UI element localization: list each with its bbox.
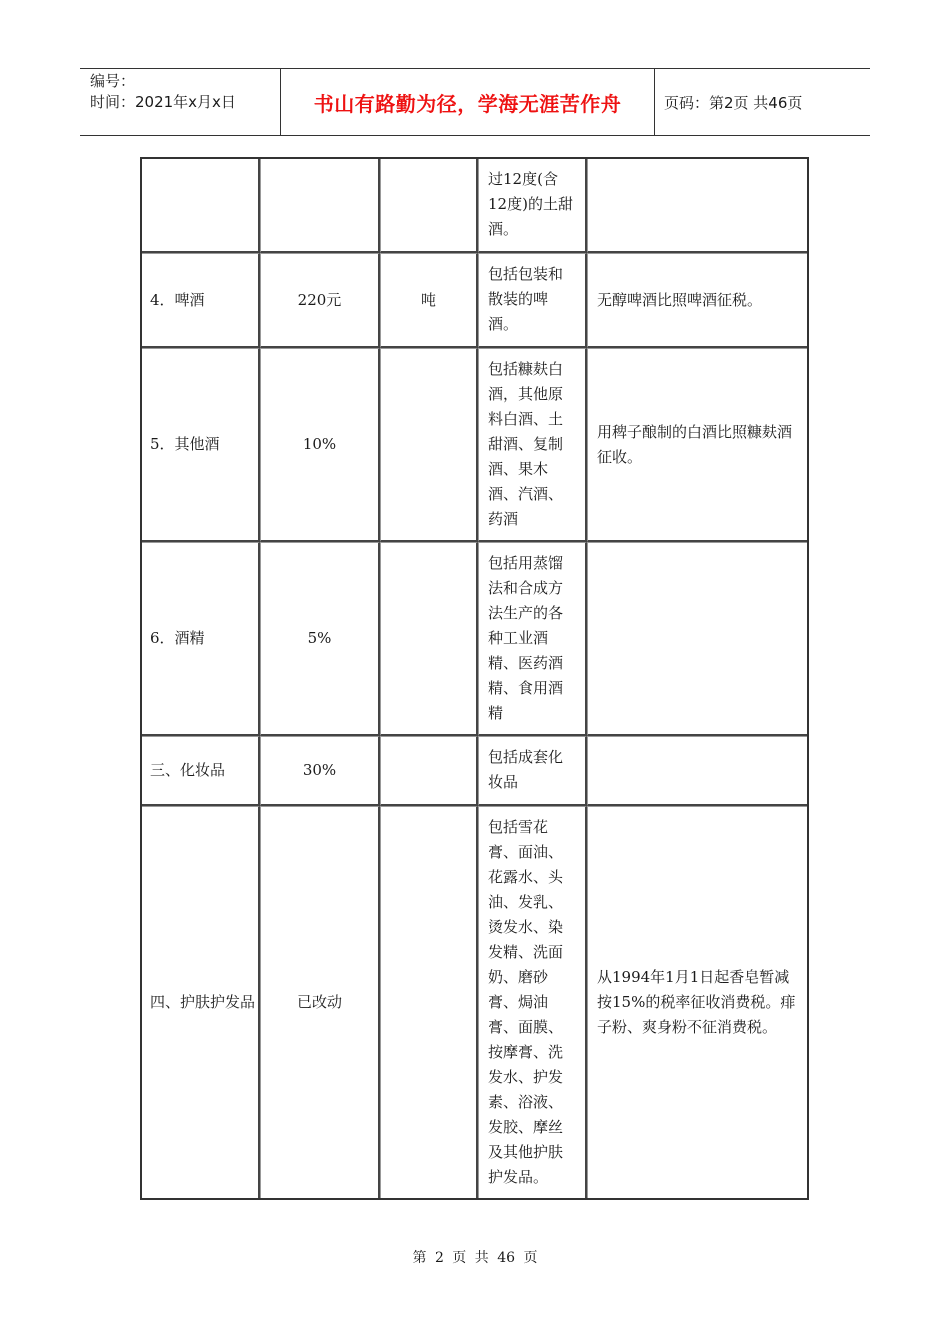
header-meta <box>80 69 281 135</box>
table-row <box>142 159 807 253</box>
scope-cell: 过12度(含12度)的土甜酒。 <box>478 159 587 253</box>
date-label: 时间：2021年x月x日 <box>90 93 236 111</box>
header-motto: 书山有路勤为径，学海无涯苦作舟 <box>281 69 655 135</box>
scope-cell: 包括雪花膏、面油、花露水、头油、发乳、烫发水、染发精、洗面奶、磨砂膏、焗油膏、面膜、按摩膏、洗发水、护发素、浴液、发胶、摩丝及其他护肤护发品。 <box>478 806 587 1198</box>
note-cell: 从1994年1月1日起香皂暂减按15%的税率征收消费税。痱子粉、爽身粉不征消费税。 <box>587 806 807 1198</box>
unit-cell: 吨 <box>380 253 478 348</box>
document-header <box>80 68 870 136</box>
unit-cell <box>380 542 478 736</box>
tax-rate-cell: 已改动 <box>260 806 380 1198</box>
note-cell <box>587 542 807 736</box>
tax-rate-cell: 5% <box>260 542 380 736</box>
item-name-cell: 四、护肤护发品 <box>142 806 260 1198</box>
serial-label: 编号： <box>90 72 136 90</box>
item-name-cell: 三、化妆品 <box>142 736 260 806</box>
table-row <box>142 348 807 542</box>
note-cell: 用稗子酿制的白酒比照糠麸酒征收。 <box>587 348 807 542</box>
scope-cell: 包括用蒸馏法和合成方法生产的各种工业酒精、医药酒精、食用酒精 <box>478 542 587 736</box>
note-cell <box>587 736 807 806</box>
header-page-info: 页码：第2页 共46页 <box>664 93 803 112</box>
page-footer: 第 2 页 共 46 页 <box>412 1250 538 1266</box>
item-name-cell: 4．啤酒 <box>142 253 260 348</box>
table-row <box>142 542 807 736</box>
unit-cell <box>380 806 478 1198</box>
scope-cell: 包括包装和散装的啤酒。 <box>478 253 587 348</box>
tax-table-container <box>140 157 809 1200</box>
item-name-cell: 6．酒精 <box>142 542 260 736</box>
tax-rate-cell: 10% <box>260 348 380 542</box>
unit-cell <box>380 159 478 253</box>
item-name-cell: 5．其他酒 <box>142 348 260 542</box>
item-name-cell <box>142 159 260 253</box>
scope-cell: 包括成套化妆品 <box>478 736 587 806</box>
table-row <box>142 253 807 348</box>
table-row <box>142 806 807 1198</box>
scope-cell: 包括糠麸白酒，其他原料白酒、土甜酒、复制酒、果木酒、汽酒、药酒 <box>478 348 587 542</box>
note-cell: 无醇啤酒比照啤酒征税。 <box>587 253 807 348</box>
note-cell <box>587 159 807 253</box>
tax-rate-cell: 30% <box>260 736 380 806</box>
tax-rate-table <box>142 159 807 1198</box>
table-row <box>142 736 807 806</box>
unit-cell <box>380 348 478 542</box>
tax-rate-cell <box>260 159 380 253</box>
unit-cell <box>380 736 478 806</box>
tax-rate-cell: 220元 <box>260 253 380 348</box>
